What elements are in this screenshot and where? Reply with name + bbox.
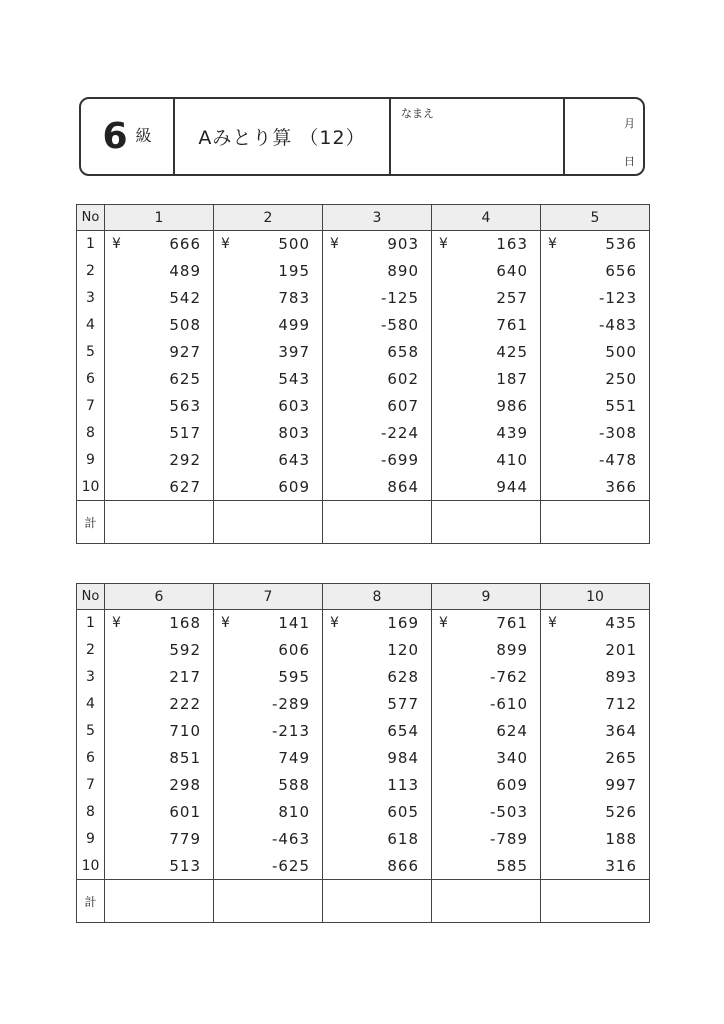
- value: -483: [598, 316, 637, 334]
- value: 250: [605, 370, 637, 388]
- value-cell: [105, 745, 214, 772]
- answer-cell[interactable]: [323, 880, 432, 923]
- row-number: 2: [77, 258, 105, 285]
- table-row: [77, 339, 650, 366]
- value: 654: [387, 722, 419, 740]
- table-row: [77, 826, 650, 853]
- value: 606: [278, 641, 310, 659]
- value-cell: [541, 420, 650, 447]
- header-row: [77, 205, 650, 231]
- column-header: 7: [214, 584, 323, 610]
- yen-symbol: ¥: [548, 615, 558, 632]
- yen-symbol: ¥: [330, 236, 340, 253]
- value: 779: [169, 830, 201, 848]
- table-row: [77, 393, 650, 420]
- value-cell: [432, 691, 541, 718]
- value: -123: [598, 289, 637, 307]
- value-cell: [323, 285, 432, 312]
- yen-symbol: ¥: [439, 615, 449, 632]
- yen-symbol: ¥: [221, 615, 231, 632]
- table-row: [77, 718, 650, 745]
- value: 893: [605, 668, 637, 686]
- value: 201: [605, 641, 637, 659]
- value: 761: [496, 614, 528, 633]
- value-cell: [541, 772, 650, 799]
- value: 749: [278, 749, 310, 767]
- value: -580: [380, 316, 419, 334]
- value: 551: [605, 397, 637, 415]
- row-number: 6: [77, 745, 105, 772]
- value: 627: [169, 477, 201, 496]
- row-number: 1: [77, 610, 105, 637]
- value-cell: [541, 610, 650, 637]
- answer-cell[interactable]: [432, 501, 541, 544]
- value-cell: [214, 231, 323, 258]
- value-cell: [432, 474, 541, 501]
- value: 340: [496, 749, 528, 767]
- value: 866: [387, 856, 419, 875]
- row-number: 5: [77, 718, 105, 745]
- value-cell: [432, 853, 541, 880]
- value: 187: [496, 370, 528, 388]
- value-cell: [323, 826, 432, 853]
- value-cell: [541, 637, 650, 664]
- value-cell: [214, 447, 323, 474]
- value-cell: [214, 610, 323, 637]
- row-number: 5: [77, 339, 105, 366]
- value: 602: [387, 370, 419, 388]
- value: 500: [605, 343, 637, 361]
- value: -503: [489, 803, 528, 821]
- date-field[interactable]: [565, 99, 643, 174]
- value: 257: [496, 289, 528, 307]
- answer-cell[interactable]: [214, 501, 323, 544]
- value: 517: [169, 424, 201, 442]
- value: 643: [278, 451, 310, 469]
- value: 944: [496, 477, 528, 496]
- month-label: 月: [624, 117, 635, 130]
- total-label: 計: [77, 501, 105, 544]
- row-number: 9: [77, 826, 105, 853]
- answer-cell[interactable]: [105, 880, 214, 923]
- value-cell: [214, 420, 323, 447]
- value-cell: [541, 366, 650, 393]
- value: 195: [278, 262, 310, 280]
- value: 439: [496, 424, 528, 442]
- value-cell: [541, 393, 650, 420]
- value: 710: [169, 722, 201, 740]
- value-cell: [432, 447, 541, 474]
- value: 761: [496, 316, 528, 334]
- grade-number: 6: [102, 116, 128, 157]
- value: 168: [169, 614, 201, 633]
- value-cell: [541, 258, 650, 285]
- value-cell: [541, 664, 650, 691]
- value-cell: [105, 691, 214, 718]
- value: 628: [387, 668, 419, 686]
- value: 712: [605, 695, 637, 713]
- value-cell: [541, 474, 650, 501]
- yen-symbol: ¥: [439, 236, 449, 253]
- value: 658: [387, 343, 419, 361]
- value: 292: [169, 451, 201, 469]
- value-cell: [214, 366, 323, 393]
- value-cell: [432, 718, 541, 745]
- value: 163: [496, 235, 528, 254]
- value-cell: [214, 393, 323, 420]
- value: 810: [278, 803, 310, 821]
- value-cell: [323, 610, 432, 637]
- value-cell: [105, 366, 214, 393]
- row-number: 4: [77, 691, 105, 718]
- value-cell: [214, 745, 323, 772]
- name-label: なまえ: [401, 107, 434, 120]
- no-header: No: [77, 205, 105, 231]
- value: 986: [496, 397, 528, 415]
- value-cell: [105, 285, 214, 312]
- table-row: [77, 474, 650, 501]
- value: 851: [169, 749, 201, 767]
- value-cell: [214, 637, 323, 664]
- yen-symbol: ¥: [548, 236, 558, 253]
- row-number: 10: [77, 474, 105, 501]
- value-cell: [214, 691, 323, 718]
- value-cell: [432, 339, 541, 366]
- day-label: 日: [624, 155, 635, 168]
- value: 141: [278, 614, 310, 633]
- table-row: [77, 366, 650, 393]
- value: 366: [605, 477, 637, 496]
- answer-cell[interactable]: [323, 501, 432, 544]
- row-number: 3: [77, 285, 105, 312]
- column-header: 1: [105, 205, 214, 231]
- row-number: 4: [77, 312, 105, 339]
- value: 316: [605, 856, 637, 875]
- table-row: [77, 447, 650, 474]
- value: -610: [489, 695, 528, 713]
- value-cell: [105, 772, 214, 799]
- value: 113: [387, 776, 419, 794]
- value: 625: [169, 370, 201, 388]
- answer-cell[interactable]: [105, 501, 214, 544]
- value: 217: [169, 668, 201, 686]
- table-row: [77, 772, 650, 799]
- value: 607: [387, 397, 419, 415]
- value-cell: [541, 745, 650, 772]
- value-cell: [323, 474, 432, 501]
- problem-table-1: [76, 204, 650, 544]
- value: 609: [496, 776, 528, 794]
- value-cell: [323, 664, 432, 691]
- value: 997: [605, 776, 637, 794]
- value-cell: [105, 231, 214, 258]
- table-row: [77, 637, 650, 664]
- value-cell: [432, 826, 541, 853]
- value-cell: [105, 393, 214, 420]
- value: -699: [380, 451, 419, 469]
- value-cell: [105, 637, 214, 664]
- value-cell: [323, 772, 432, 799]
- value-cell: [323, 420, 432, 447]
- value-cell: [105, 447, 214, 474]
- value-cell: [105, 799, 214, 826]
- value: 890: [387, 262, 419, 280]
- value: 563: [169, 397, 201, 415]
- grade-cell: [81, 99, 175, 174]
- value: 410: [496, 451, 528, 469]
- value: 601: [169, 803, 201, 821]
- value-cell: [432, 772, 541, 799]
- table-row: [77, 664, 650, 691]
- row-number: 6: [77, 366, 105, 393]
- value-cell: [214, 664, 323, 691]
- value-cell: [323, 637, 432, 664]
- answer-cell[interactable]: [541, 501, 650, 544]
- value-cell: [432, 231, 541, 258]
- table-row: [77, 610, 650, 637]
- yen-symbol: ¥: [330, 615, 340, 632]
- column-header: 6: [105, 584, 214, 610]
- row-number: 9: [77, 447, 105, 474]
- value-cell: [214, 853, 323, 880]
- value-cell: [323, 691, 432, 718]
- value-cell: [214, 312, 323, 339]
- value-cell: [214, 285, 323, 312]
- value: 640: [496, 262, 528, 280]
- value: -289: [271, 695, 310, 713]
- value: -463: [271, 830, 310, 848]
- value-cell: [105, 258, 214, 285]
- value: 435: [605, 614, 637, 633]
- value: 592: [169, 641, 201, 659]
- worksheet-title: Aみとり算 （12）: [198, 127, 366, 149]
- value: -125: [380, 289, 419, 307]
- value-cell: [323, 366, 432, 393]
- value: -762: [489, 668, 528, 686]
- value-cell: [432, 258, 541, 285]
- total-label: 計: [77, 880, 105, 923]
- value: 595: [278, 668, 310, 686]
- value: -213: [271, 722, 310, 740]
- value: 536: [605, 235, 637, 254]
- value: 543: [278, 370, 310, 388]
- value: 499: [278, 316, 310, 334]
- table-row: [77, 745, 650, 772]
- value-cell: [323, 393, 432, 420]
- value: 903: [387, 235, 419, 254]
- value-cell: [214, 258, 323, 285]
- value-cell: [323, 718, 432, 745]
- table-row: [77, 312, 650, 339]
- value-cell: [105, 718, 214, 745]
- row-number: 8: [77, 420, 105, 447]
- value: -625: [271, 856, 310, 875]
- row-number: 8: [77, 799, 105, 826]
- value: 542: [169, 289, 201, 307]
- grade-unit: 級: [135, 126, 152, 145]
- answer-cell[interactable]: [541, 880, 650, 923]
- no-header: No: [77, 584, 105, 610]
- yen-symbol: ¥: [112, 615, 122, 632]
- value: 489: [169, 262, 201, 280]
- value-cell: [432, 637, 541, 664]
- value-cell: [541, 312, 650, 339]
- value-cell: [323, 231, 432, 258]
- row-number: 2: [77, 637, 105, 664]
- value: 265: [605, 749, 637, 767]
- value: 585: [496, 856, 528, 875]
- value-cell: [105, 853, 214, 880]
- value: -478: [598, 451, 637, 469]
- value: 577: [387, 695, 419, 713]
- row-number: 7: [77, 772, 105, 799]
- value-cell: [214, 799, 323, 826]
- table-row: [77, 258, 650, 285]
- column-header: 5: [541, 205, 650, 231]
- column-header: 8: [323, 584, 432, 610]
- value-cell: [105, 664, 214, 691]
- table-row: [77, 231, 650, 258]
- value: 864: [387, 477, 419, 496]
- title-cell: [175, 99, 391, 174]
- value-cell: [214, 826, 323, 853]
- value: 605: [387, 803, 419, 821]
- value: 803: [278, 424, 310, 442]
- value-cell: [432, 745, 541, 772]
- value-cell: [541, 826, 650, 853]
- total-row: [77, 501, 650, 544]
- value: 364: [605, 722, 637, 740]
- value-cell: [541, 799, 650, 826]
- value-cell: [323, 447, 432, 474]
- value: 624: [496, 722, 528, 740]
- row-number: 10: [77, 853, 105, 880]
- value-cell: [432, 799, 541, 826]
- value: -789: [489, 830, 528, 848]
- value-cell: [541, 718, 650, 745]
- column-header: 4: [432, 205, 541, 231]
- value-cell: [323, 799, 432, 826]
- value-cell: [323, 339, 432, 366]
- value: 899: [496, 641, 528, 659]
- value-cell: [541, 231, 650, 258]
- value-cell: [105, 420, 214, 447]
- value: 120: [387, 641, 419, 659]
- value: 298: [169, 776, 201, 794]
- value-cell: [432, 312, 541, 339]
- column-header: 9: [432, 584, 541, 610]
- value: 927: [169, 343, 201, 361]
- value: 508: [169, 316, 201, 334]
- value-cell: [541, 853, 650, 880]
- value: 666: [169, 235, 201, 254]
- value-cell: [214, 339, 323, 366]
- value-cell: [541, 447, 650, 474]
- value-cell: [214, 474, 323, 501]
- value-cell: [432, 366, 541, 393]
- value: 783: [278, 289, 310, 307]
- value: 656: [605, 262, 637, 280]
- table-row: [77, 691, 650, 718]
- name-field[interactable]: [391, 99, 565, 174]
- value: 500: [278, 235, 310, 254]
- value-cell: [432, 420, 541, 447]
- column-header: 10: [541, 584, 650, 610]
- value-cell: [105, 339, 214, 366]
- row-number: 7: [77, 393, 105, 420]
- row-number: 1: [77, 231, 105, 258]
- value-cell: [323, 745, 432, 772]
- value: 169: [387, 614, 419, 633]
- value-cell: [214, 718, 323, 745]
- value-cell: [432, 610, 541, 637]
- value-cell: [105, 312, 214, 339]
- column-header: 2: [214, 205, 323, 231]
- value-cell: [541, 691, 650, 718]
- value: 188: [605, 830, 637, 848]
- table-row: [77, 285, 650, 312]
- value: 618: [387, 830, 419, 848]
- value-cell: [105, 610, 214, 637]
- row-number: 3: [77, 664, 105, 691]
- yen-symbol: ¥: [221, 236, 231, 253]
- value: 603: [278, 397, 310, 415]
- column-header: 3: [323, 205, 432, 231]
- value-cell: [432, 393, 541, 420]
- problem-table-2: [76, 583, 650, 923]
- value-cell: [432, 664, 541, 691]
- value: 222: [169, 695, 201, 713]
- answer-cell[interactable]: [432, 880, 541, 923]
- value-cell: [323, 312, 432, 339]
- value-cell: [323, 258, 432, 285]
- header-row: [77, 584, 650, 610]
- value: -224: [380, 424, 419, 442]
- value-cell: [105, 474, 214, 501]
- value: 609: [278, 477, 310, 496]
- table-row: [77, 420, 650, 447]
- value-cell: [541, 339, 650, 366]
- value: -308: [598, 424, 637, 442]
- table-row: [77, 853, 650, 880]
- total-row: [77, 880, 650, 923]
- yen-symbol: ¥: [112, 236, 122, 253]
- value-cell: [541, 285, 650, 312]
- value: 984: [387, 749, 419, 767]
- value: 397: [278, 343, 310, 361]
- value-cell: [323, 853, 432, 880]
- value: 588: [278, 776, 310, 794]
- table-row: [77, 799, 650, 826]
- value-cell: [105, 826, 214, 853]
- value: 425: [496, 343, 528, 361]
- value: 526: [605, 803, 637, 821]
- worksheet-header: [79, 97, 645, 176]
- answer-cell[interactable]: [214, 880, 323, 923]
- value-cell: [432, 285, 541, 312]
- value: 513: [169, 856, 201, 875]
- value-cell: [214, 772, 323, 799]
